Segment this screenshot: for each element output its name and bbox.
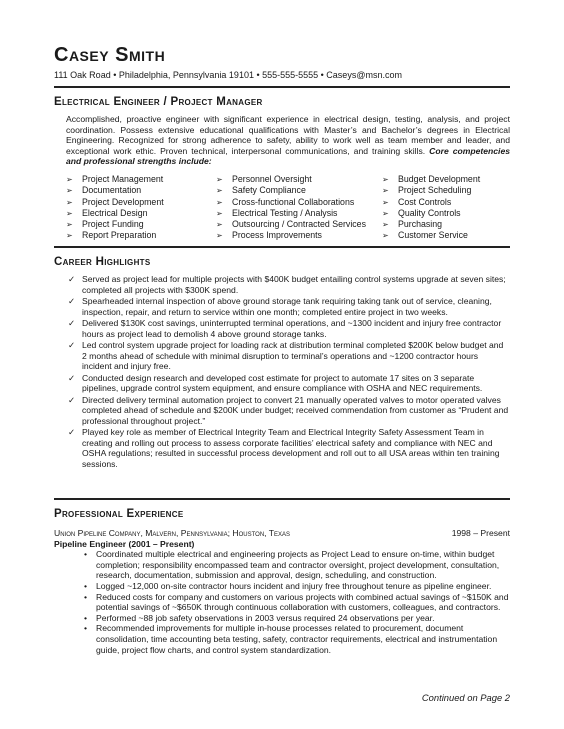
company-name: Union Pipeline Company, Malvern, Pennsylvania; Houston, Texas: [54, 528, 291, 538]
competency-item: ➢ Project Funding: [66, 219, 216, 230]
continued-note: Continued on Page 2: [421, 692, 510, 703]
competencies-grid: [66, 174, 510, 242]
contact-line: 111 Oak Road • Philadelphia, Pennsylvania 19101 • 555-555-5555 • Caseys@msn.com: [54, 70, 402, 80]
experience-title: Professional Experience: [54, 508, 184, 520]
competency-item: ➢ Purchasing: [382, 219, 510, 230]
job-entry: [54, 528, 510, 655]
competency-item: ➢ Personnel Oversight: [216, 174, 382, 185]
highlight-item: ✓ Directed delivery terminal automation project to convert 21 manually operated valves to motor operated valves completed ahead of schedule and $200K under budget; received commendation from customer as “Prudent and professional throughout project.”: [66, 395, 510, 427]
competency-item: ➢ Quality Controls: [382, 208, 510, 219]
summary-paragraph: [66, 114, 510, 167]
candidate-name: Casey Smith: [54, 44, 166, 66]
competency-item: ➢ Electrical Design: [66, 208, 216, 219]
highlight-item: ✓ Delivered $130K cost savings, uninterrupted terminal operations, and ~1300 incident and injury free contractor hours as project lead to demolish 4 above ground storage tanks.: [66, 318, 510, 339]
highlight-item: ✓ Played key role as member of Electrical Integrity Team and Electrical Integrity Safety Assessment Team in creating and rolling out process to assess corporate facilities’ electrical safety and compliance with NEC and OSHA regulations; resulted in successful process development and roll out to all USA areas within ten training sessions.: [66, 427, 510, 469]
duties-list: [54, 549, 510, 655]
competency-item: ➢ Outsourcing / Contracted Services: [216, 219, 382, 230]
section-divider: [54, 498, 510, 500]
duty-item: • Performed ~88 job safety observations in 2003 versus required 24 observations per year.: [84, 613, 510, 624]
competency-column: [66, 174, 216, 242]
competency-item: ➢ Documentation: [66, 185, 216, 196]
summary-text: Accomplished, proactive engineer with significant experience in electrical design, testing, analysis, and project coordination. Possess extensive educational qualifications with Master’s and Bachelor’s degrees in Electrical Engineering. Recognized for strong adherence to safety, ability to work well as team member and leader, and exceptional work ethic. Proven technical, interpersonal communications, and training skills.: [66, 114, 510, 156]
employer-line: [54, 528, 510, 539]
competency-item: ➢ Report Preparation: [66, 230, 216, 241]
highlight-item: ✓ Spearheaded internal inspection of above ground storage tank requiring taking tank out of service, cleaning, inspection, repair, and return to service within one month; completed entire project in two weeks.: [66, 296, 510, 317]
target-title: Electrical Engineer / Project Manager: [54, 96, 263, 108]
competency-item: ➢ Customer Service: [382, 230, 510, 241]
employment-dates: 1998 – Present: [451, 528, 510, 538]
highlight-item: ✓ Led control system upgrade project for loading rack at distribution terminal completed $200K below budget and 2 months ahead of schedule with minimal disruption to terminal’s operations and ~1200 contractor hours incident and injury free.: [66, 340, 510, 372]
duty-item: • Reduced costs for company and customers on various projects with combined actual savings of ~$150K and potential savings of ~$650K through continuous collaboration with customers, colleagues, and contractors.: [84, 592, 510, 613]
highlight-item: ✓ Served as project lead for multiple projects with $400K budget entailing control systems upgrade at seven sites; completed all projects with $300K spend.: [66, 274, 510, 295]
highlights-list: [66, 274, 510, 470]
competency-item: ➢ Cost Controls: [382, 197, 510, 208]
competency-column: [216, 174, 382, 242]
competency-item: ➢ Project Scheduling: [382, 185, 510, 196]
competency-item: ➢ Process Improvements: [216, 230, 382, 241]
highlight-item: ✓ Conducted design research and developed cost estimate for project to automate 17 sites on 3 separate pipelines, upgrade control system equipment, and ensure compliance with OSHA and NEC requirements.: [66, 373, 510, 394]
duty-item: • Coordinated multiple electrical and engineering projects as Project Lead to ensure on-time, within budget completion; responsibility encompassed team and contractor oversight, project development, consultation, research, documentation, submission and approval, design, scheduling, and construction.: [84, 549, 510, 581]
header-divider: [54, 86, 510, 88]
competency-item: ➢ Safety Compliance: [216, 185, 382, 196]
competency-column: [382, 174, 510, 242]
competency-item: ➢ Project Development: [66, 197, 216, 208]
duty-item: • Logged ~12,000 on-site contractor hours incident and injury free throughout tenure as pipeline engineer.: [84, 581, 510, 592]
job-title: Pipeline Engineer (2001 – Present): [54, 538, 195, 549]
highlights-title: Career Highlights: [54, 256, 151, 268]
section-divider: [54, 246, 510, 248]
duty-item: • Recommended improvements for multiple in-house processes related to procurement, document consolidation, time accounting beta testing, safety, contractor requirements, electrical and instrumentation guide, project flow charts, and control system standardization.: [84, 623, 510, 655]
competency-item: ➢ Budget Development: [382, 174, 510, 185]
summary-emphasis: Core competencies and professional strengths include:: [66, 145, 511, 167]
competency-item: ➢ Cross-functional Collaborations: [216, 197, 382, 208]
competency-item: ➢ Electrical Testing / Analysis: [216, 208, 382, 219]
competency-item: ➢ Project Management: [66, 174, 216, 185]
